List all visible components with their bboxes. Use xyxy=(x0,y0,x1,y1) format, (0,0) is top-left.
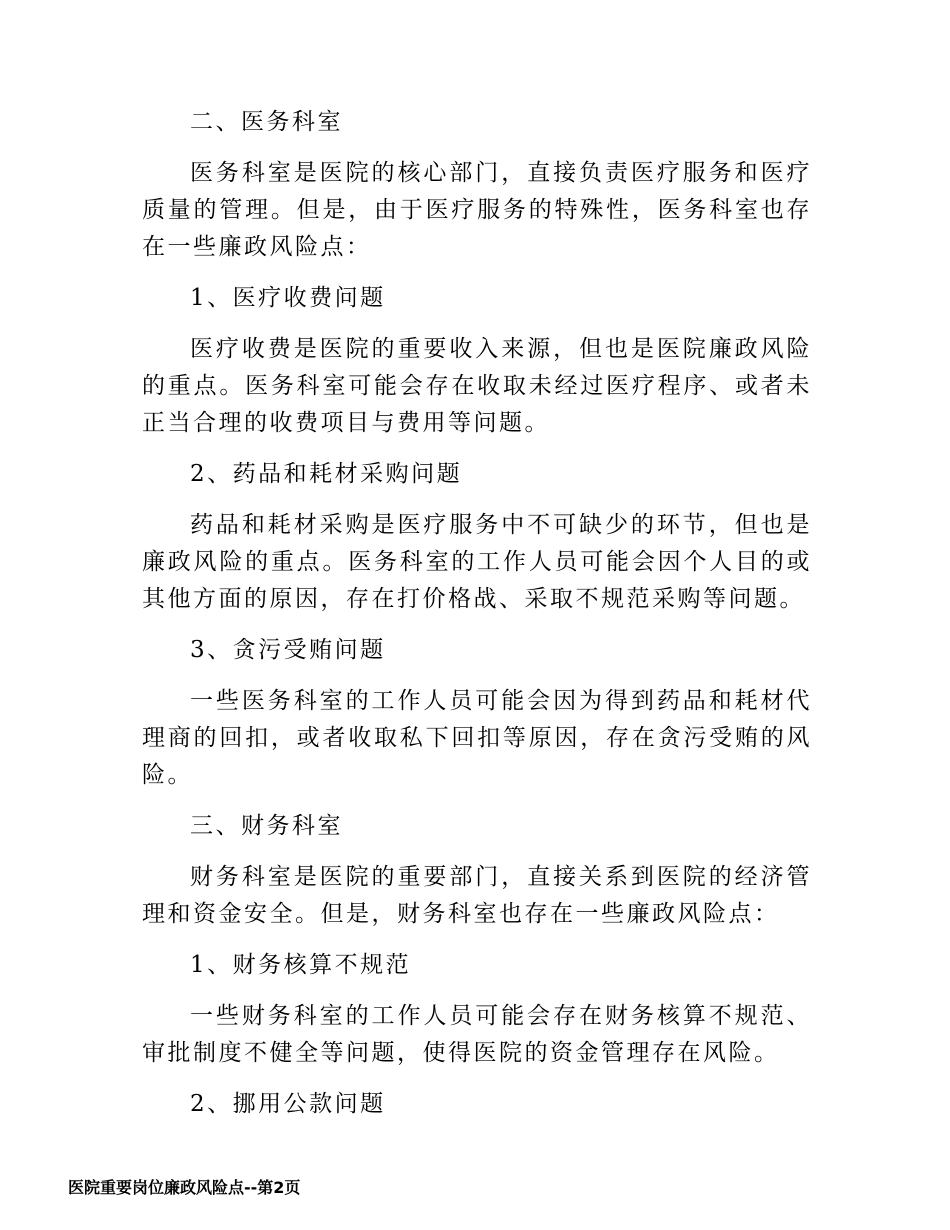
document-body xyxy=(142,104,812,1137)
paragraph-finance-intro: 财务科室是医院的重要部门，直接关系到医院的经济管理和资金安全。但是，财务科室也存在一些廉政风险点： xyxy=(142,864,812,927)
subheading-medical-fees: 1、医疗收费问题 xyxy=(190,285,386,311)
paragraph-bribery: 一些医务科室的工作人员可能会因为得到药品和耗材代理商的回扣，或者收取私下回扣等原因，存在贪污受贿的风险。 xyxy=(142,688,812,788)
subheading-misappropriation: 2、挪用公款问题 xyxy=(190,1091,386,1117)
page-footer: 医院重要岗位廉政风险点--第2页 xyxy=(68,1178,301,1197)
subheading-accounting: 1、财务核算不规范 xyxy=(190,952,412,978)
paragraph-accounting: 一些财务科室的工作人员可能会存在财务核算不规范、审批制度不健全等问题，使得医院的资金管理存在风险。 xyxy=(142,1003,812,1066)
subheading-bribery: 3、贪污受贿问题 xyxy=(190,637,386,663)
paragraph-drug-procurement: 药品和耗材采购是医疗服务中不可缺少的环节，但也是廉政风险的重点。医务科室的工作人员可能会因个人目的或其他方面的原因，存在打价格战、采取不规范采购等问题。 xyxy=(142,512,812,612)
section-heading-medical-affairs: 二、医务科室 xyxy=(190,109,343,135)
section-heading-finance: 三、财务科室 xyxy=(190,813,343,839)
subheading-drug-procurement: 2、药品和耗材采购问题 xyxy=(190,461,463,487)
paragraph-medical-affairs-intro: 医务科室是医院的核心部门，直接负责医疗服务和医疗质量的管理。但是，由于医疗服务的特殊性，医务科室也存在一些廉政风险点： xyxy=(142,160,812,260)
paragraph-medical-fees: 医疗收费是医院的重要收入来源，但也是医院廉政风险的重点。医务科室可能会存在收取未经过医疗程序、或者未正当合理的收费项目与费用等问题。 xyxy=(142,336,812,436)
